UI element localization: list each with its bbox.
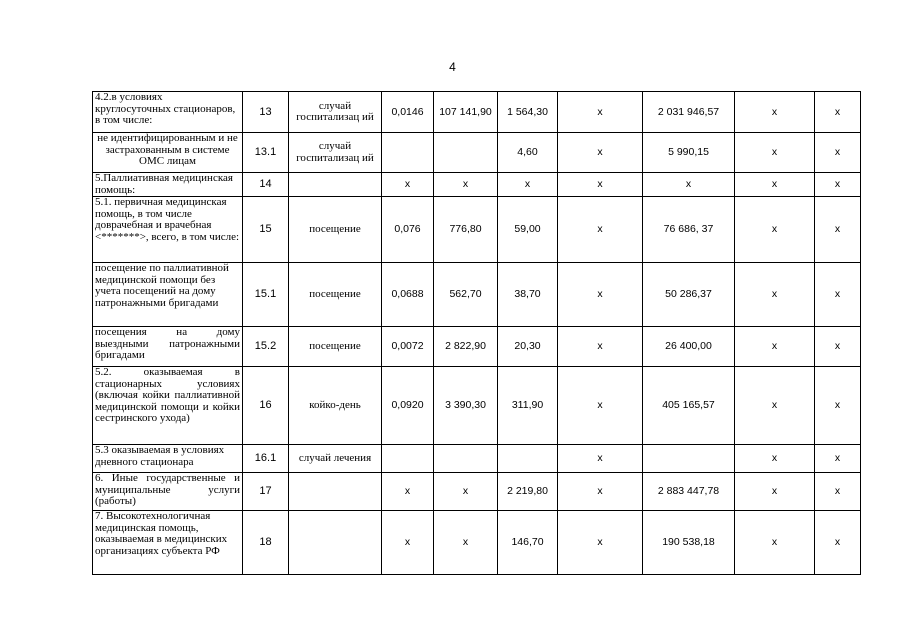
cell: х [558,445,643,473]
row-code: 13.1 [243,133,289,173]
cell: 2 883 447,78 [643,473,735,511]
cell: х [558,367,643,445]
cell: 146,70 [498,511,558,575]
cell [643,445,735,473]
table-row [93,511,861,575]
row-code: 13 [243,92,289,133]
row-unit: посещение [289,197,382,263]
cell: 2 822,90 [434,327,498,367]
cell: 38,70 [498,263,558,327]
row-code: 16.1 [243,445,289,473]
row-unit: случай госпитализац ий [289,92,382,133]
cell: х [735,92,815,133]
cell: 3 390,30 [434,367,498,445]
cell: х [735,173,815,197]
cell: 0,076 [382,197,434,263]
cell: х [434,173,498,197]
cell: х [815,173,861,197]
row-unit: койко-день [289,367,382,445]
cell: х [558,173,643,197]
cell: х [558,133,643,173]
row-name: 5.1. первичная медицинская помощь, в том числе доврачебная и врачебная <*******>, всего, в том числе: [93,197,243,263]
row-unit [289,511,382,575]
cell: х [735,133,815,173]
cell: х [815,445,861,473]
cell: х [558,92,643,133]
cell: 0,0072 [382,327,434,367]
cell: 20,30 [498,327,558,367]
row-code: 17 [243,473,289,511]
row-name: 5.3 оказываемая в условиях дневного стационара [93,445,243,473]
cell: х [735,197,815,263]
cell [434,445,498,473]
cell: 0,0146 [382,92,434,133]
cell: х [815,473,861,511]
cell: 59,00 [498,197,558,263]
cell: х [815,197,861,263]
cell [434,133,498,173]
cell: 2 031 946,57 [643,92,735,133]
cell: 190 538,18 [643,511,735,575]
row-name: не идентифицированным и не застрахованным в системе ОМС лицам [93,133,243,173]
row-code: 18 [243,511,289,575]
cell: 405 165,57 [643,367,735,445]
row-name: 7. Высокотехнологичная медицинская помощь, оказываемая в медицинских организациях субъекта РФ [93,511,243,575]
cell: х [558,197,643,263]
row-code: 15.2 [243,327,289,367]
row-unit: случай лечения [289,445,382,473]
cell: 5 990,15 [643,133,735,173]
cell: х [815,133,861,173]
cell: х [434,473,498,511]
cell: х [382,173,434,197]
cell: 0,0920 [382,367,434,445]
row-name: 6. Иные государственные и муниципальные услуги (работы) [93,473,243,511]
tariff-table [92,91,861,575]
row-code: 15.1 [243,263,289,327]
cell: х [558,263,643,327]
page-number: 4 [449,60,456,74]
table-row [93,445,861,473]
row-name: посещения на дому выездными патронажными бригадами [93,327,243,367]
cell [498,445,558,473]
cell: 311,90 [498,367,558,445]
cell: х [735,445,815,473]
cell: х [382,511,434,575]
row-code: 15 [243,197,289,263]
row-unit: случай госпитализац ий [289,133,382,173]
cell: х [735,511,815,575]
cell: 562,70 [434,263,498,327]
row-code: 14 [243,173,289,197]
cell [382,445,434,473]
cell: 107 141,90 [434,92,498,133]
table-row [93,133,861,173]
cell: 26 400,00 [643,327,735,367]
cell: 0,0688 [382,263,434,327]
cell [382,133,434,173]
row-unit: посещение [289,327,382,367]
cell: 776,80 [434,197,498,263]
table-row [93,197,861,263]
cell: х [735,263,815,327]
table-row [93,173,861,197]
cell: 2 219,80 [498,473,558,511]
row-name: 4.2.в условиях круглосуточных стационаров, в том числе: [93,92,243,133]
row-name: 5.Паллиативная медицинская помощь: [93,173,243,197]
cell: х [498,173,558,197]
table-row [93,367,861,445]
table-row [93,263,861,327]
cell: х [382,473,434,511]
cell: х [735,327,815,367]
cell: х [735,473,815,511]
row-code: 16 [243,367,289,445]
row-name: посещение по паллиативной медицинской помощи без учета посещений на дому патронажными бригадами [93,263,243,327]
cell: 1 564,30 [498,92,558,133]
cell: х [558,327,643,367]
cell: х [815,263,861,327]
cell: х [558,473,643,511]
cell: х [735,367,815,445]
cell: х [815,92,861,133]
table-row [93,327,861,367]
row-name: 5.2. оказываемая в стационарных условиях (включая койки паллиативной медицинской помощи и койки сестринского ухода) [93,367,243,445]
row-unit [289,173,382,197]
cell: 4,60 [498,133,558,173]
row-unit [289,473,382,511]
cell: 76 686, 37 [643,197,735,263]
table-row [93,473,861,511]
cell: х [643,173,735,197]
cell: 50 286,37 [643,263,735,327]
cell: х [434,511,498,575]
table-row [93,92,861,133]
cell: х [815,367,861,445]
row-unit: посещение [289,263,382,327]
cell: х [815,511,861,575]
cell: х [558,511,643,575]
cell: х [815,327,861,367]
